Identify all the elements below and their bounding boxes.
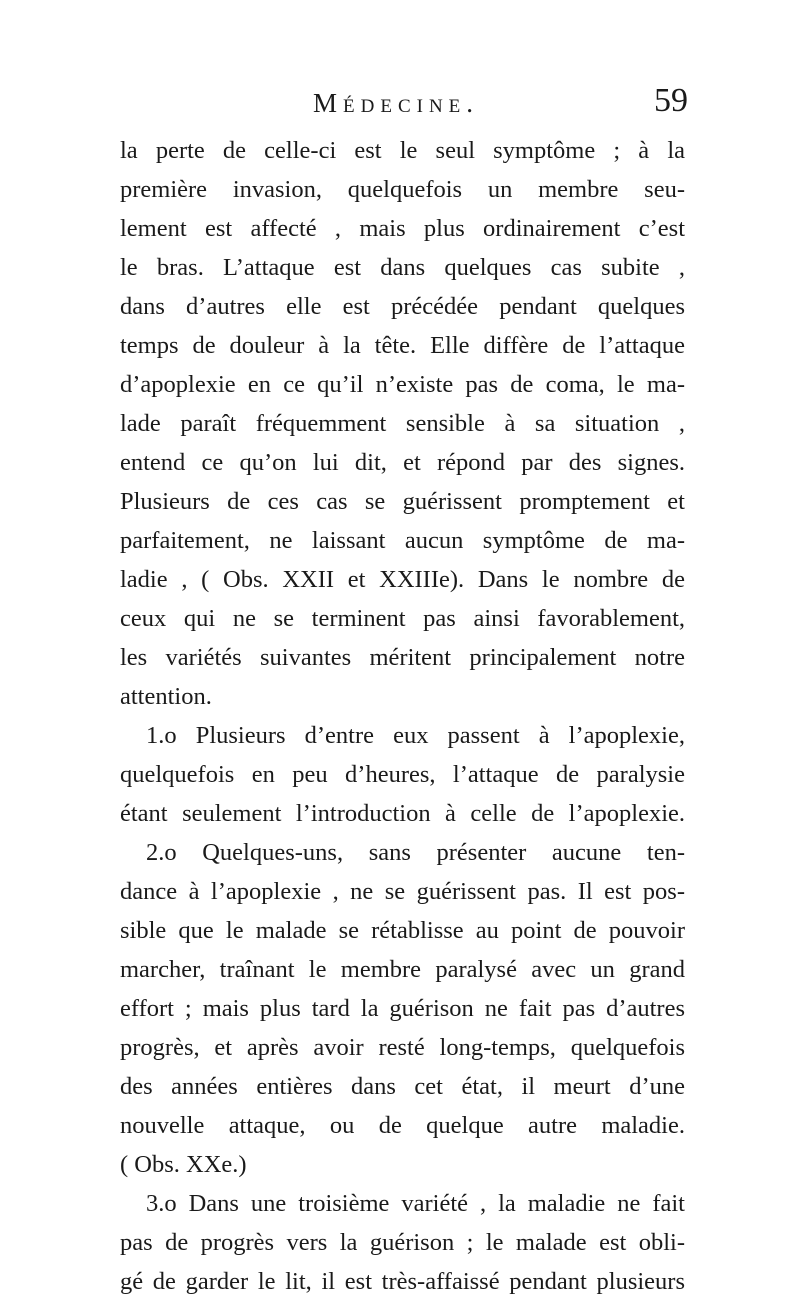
text-line: des années entières dans cet état, il meurt d’une (120, 1073, 685, 1100)
text-line: la perte de celle-ci est le seul symptôme ; à la (120, 137, 685, 164)
text-line: entend ce qu’on lui dit, et répond par des signes. (120, 449, 685, 476)
text-line: nouvelle attaque, ou de quelque autre maladie. (120, 1112, 685, 1139)
text-line: dance à l’apoplexie , ne se guérissent pas. Il est pos- (120, 878, 685, 905)
text-line: attention. (120, 683, 212, 710)
text-line: d’apoplexie en ce qu’il n’existe pas de coma, le ma- (120, 371, 685, 398)
text-line: ceux qui ne se terminent pas ainsi favorablement, (120, 605, 685, 632)
text-line: quelquefois en peu d’heures, l’attaque de paralysie (120, 761, 685, 788)
page-number: 59 (654, 82, 688, 119)
text-line: 1.o Plusieurs d’entre eux passent à l’apoplexie, (146, 722, 685, 749)
text-line: ladie , ( Obs. XXII et XXIIIe). Dans le nombre de (120, 566, 685, 593)
text-line: lement est affecté , mais plus ordinairement c’est (120, 215, 685, 242)
text-line: étant seulement l’introduction à celle de l’apoplexie. (120, 800, 685, 827)
text-line: temps de douleur à la tête. Elle diffère de l’attaque (120, 332, 685, 359)
page-header (118, 82, 688, 128)
text-line: parfaitement, ne laissant aucun symptôme de ma- (120, 527, 685, 554)
text-line: effort ; mais plus tard la guérison ne fait pas d’autres (120, 995, 685, 1022)
text-line: Plusieurs de ces cas se guérissent promptement et (120, 488, 685, 515)
text-line: pas de progrès vers la guérison ; le malade est obli- (120, 1229, 685, 1256)
text-line: sible que le malade se rétablisse au point de pouvoir (120, 917, 685, 944)
text-line: 2.o Quelques-uns, sans présenter aucune ten- (146, 839, 685, 866)
text-line: marcher, traînant le membre paralysé avec un grand (120, 956, 685, 983)
text-line: les variétés suivantes méritent principalement notre (120, 644, 685, 671)
text-line: lade paraît fréquemment sensible à sa situation , (120, 410, 685, 437)
text-line: 3.o Dans une troisième variété , la maladie ne fait (146, 1190, 685, 1217)
running-title: Médecine. (313, 88, 480, 118)
text-line: dans d’autres elle est précédée pendant quelques (120, 293, 685, 320)
text-line: première invasion, quelquefois un membre seu- (120, 176, 685, 203)
text-line: progrès, et après avoir resté long-temps, quelquefois (120, 1034, 685, 1061)
text-line: le bras. L’attaque est dans quelques cas subite , (120, 254, 685, 281)
text-line: gé de garder le lit, il est très-affaissé pendant plusieurs (120, 1268, 685, 1295)
text-line: ( Obs. XXe.) (120, 1151, 247, 1178)
